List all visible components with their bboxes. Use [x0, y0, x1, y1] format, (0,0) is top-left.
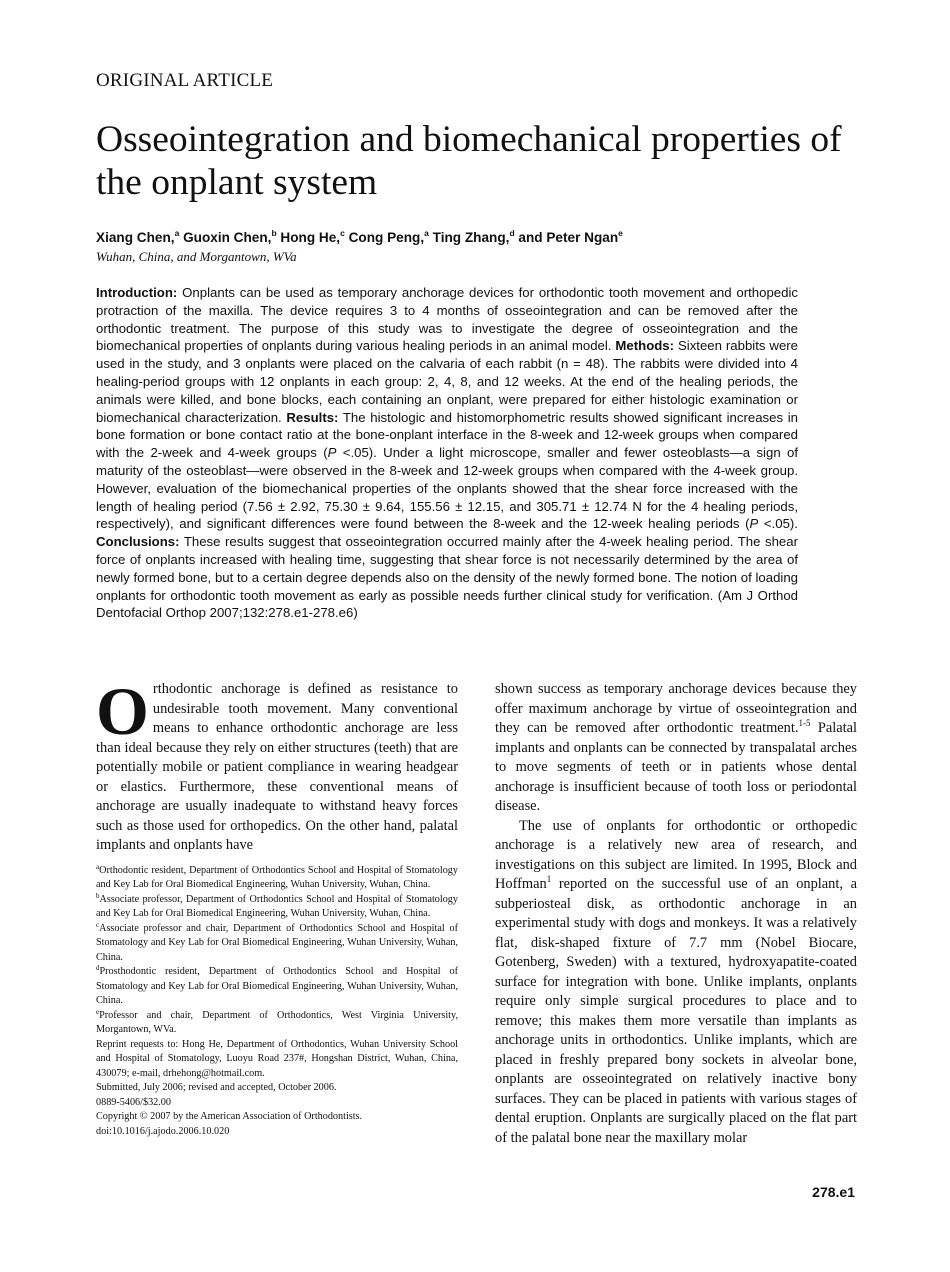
affiliation-footnote: $^d$Prosthodontic resident, Department of Orthodontics School and Hospital of Stomatology and Key Lab for Oral Biomedical Engineering, Wuhan University, Wuhan, China. — [96, 964, 458, 1006]
issn: 0889-5406/$32.00 — [96, 1096, 171, 1108]
author[interactable]: Ting Zhang,$^d$ — [432, 228, 515, 245]
abstract-introduction-label: Introduction: — [96, 285, 178, 300]
author[interactable]: and Peter Ngan$^e$ — [518, 228, 623, 245]
author-list — [96, 230, 623, 245]
affiliation-footnote: $^c$Associate professor and chair, Department of Orthodontics School and Hospital of Stomatology and Key Lab for Oral Biomedical Engineering, Wuhan University, Wuhan, China. — [96, 920, 458, 963]
author-locations: Wuhan, China, and Morgantown, WVa — [96, 249, 297, 264]
submission-dates: Submitted, July 2006; revised and accepted, October 2006. — [96, 1082, 337, 1093]
author[interactable]: Cong Peng,$^a$ — [348, 228, 429, 245]
affiliation-footnote: $^b$Associate professor, Department of Orthodontics School and Hospital of Stomatology and Key Lab for Oral Biomedical Engineering, Wuhan University, Wuhan, China. — [96, 891, 458, 919]
body-column-left — [96, 673, 458, 1139]
citation-link[interactable]: 1-5 — [798, 718, 811, 728]
body-paragraph: shown success as temporary anchorage devices because they offer maximum anchorage by virtue of osseointegration and they can be removed after orthodontic treatment.$^{1-5}$ Palatal implants and onplants can be connected by transpalatal arches to move segments of teeth or in patients whose dental anchorage is insufficient because of tooth loss or periodontal disease. — [495, 681, 857, 814]
affiliation-footnote: $^e$Professor and chair, Department of Orthodontics, West Virginia University, Morgantown, WVa. — [96, 1007, 458, 1035]
section-label: ORIGINAL ARTICLE — [96, 70, 274, 91]
abstract-conclusions: These results suggest that osseointegration occurred mainly after the 4-week healing period. The shear force of onplants increased with healing time, suggesting that shear force is not necessarily determined by the area of newly formed bone, but to a certain degree depends also on the density of the newly formed bone. The notion of loading onplants for orthodontic tooth movement as early as possible needs further clinical study for verification. (Am J Orthod Dentofacial Orthop 2007;132:278.e1-278.e6) — [96, 534, 798, 621]
abstract-results: The histologic and histomorphometric results showed significant increases in bone formation or bone contact ratio at the bone-onplant interface in the 8-week and 12-week groups when compared with the 2-week and 4-week groups ( — [96, 409, 798, 461]
affiliation-footnote: $^a$Orthodontic resident, Department of Orthodontics School and Hospital of Stomatology and Key Lab for Oral Biomedical Engineering, Wuhan University, Wuhan, China. — [96, 862, 458, 890]
abstract-methods: Sixteen rabbits were used in the study, and 3 onplants were placed on the calvaria of each rabbit (n = 48). The rabbits were divided into 4 healing-period groups with 12 onplants in each group: 2, 4, 8, and 12 weeks. At the end of the healing periods, the animals were killed, and bone blocks, each containing an onplant, were prepared for either histologic examination or biomechanical characterization. — [96, 338, 799, 425]
abstract-introduction: Onplants can be used as temporary anchorage devices for orthodontic tooth movement and orthopedic protraction of the maxilla. The device requires 3 to 4 months of osseointegration and can be removed after the orthodontic treatment. The purpose of this study was to investigate the degree of osseointegration and the biomechanical properties of onplants during various healing periods in an animal model. — [96, 285, 798, 354]
abstract-results-label: Results: — [286, 409, 339, 425]
author[interactable]: Hong He,$^c$ — [280, 228, 345, 245]
copyright: Copyright © 2007 by the American Association of Orthodontists. — [96, 1111, 363, 1122]
page-number: 278.e1 — [812, 1184, 855, 1200]
intro-paragraph: Orthodontic anchorage is defined as resistance to undesirable tooth movement. Many conventional means to enhance orthodontic anchorage are less than ideal because they rely on either structures (teeth) that are potentially mobile or patient compliance in wearing headgear or elastics. Furthermore, these conventional means of anchorage are usually inadequate to withstand heavy forces such as those used for orthopedics. On the other hand, palatal implants and onplants have — [96, 673, 458, 853]
body-paragraph: The use of onplants for orthodontic or orthopedic anchorage is a relatively new area of research, and investigations on this subject are limited. In 1995, Block and Hoffman$^1$ reported on the successful use of an onplant, a subperiosteal disk, as orthodontic anchorage in an experimental study with dogs and monkeys. It was a relatively flat, disk-shaped fixture of 7.7 mm (Nobel Biocare, Gotenberg, Sweden) with a textured, hydroxyapatite-coated surface for integration with bone. Unlike implants, onplants require only simple surgical procedures to place and to remove; this makes them more versatile than implants as anchorage units in orthodontics. Unlike implants, which are placed in freshly prepared bony sockets in alveolar bone, onplants are osseointegrated on relatively inactive bony surfaces. They can be placed in patients with various stages of dental eruption. Onplants are surgically placed on the flat part of the palatal bone near the maxillary molar — [495, 817, 857, 1146]
doi-link[interactable]: doi:10.1016/j.ajodo.2006.10.020 — [96, 1125, 230, 1137]
citation-link[interactable]: 1 — [546, 874, 552, 884]
author[interactable]: Guoxin Chen,$^b$ — [183, 228, 277, 245]
article-title: Osseointegration and biomechanical properties of the onplant system — [96, 119, 842, 203]
abstract-conclusions-label: Conclusions: — [96, 534, 180, 550]
author[interactable]: Xiang Chen,$^a$ — [96, 228, 180, 245]
abstract-methods-label: Methods: — [615, 338, 675, 354]
abstract: Introduction: Onplants can be used as temporary anchorage devices for orthodontic tooth movement and orthopedic protraction of the maxilla. The device requires 3 to 4 months of osseointegration and can be removed after the orthodontic treatment. The purpose of this study was to investigate the degree of osseointegration and the biomechanical properties of onplants during various healing periods in an animal model. Methods: Sixteen rabbits were used in the study, and 3 onplants were placed on the calvaria of each rabbit (n = 48). The rabbits were divided into 4 healing-period groups with 12 onplants in each group: 2, 4, 8, and 12 weeks. At the end of the healing periods, the animals were killed, and bone blocks, each containing an onplant, were prepared for either histologic examination or biomechanical characterization. Results: The histologic and histomorphometric results showed significant increases in bone formation or bone contact ratio at the bone-onplant interface in the 8-week and 12-week groups when compared with the 2-week and 4-week groups (P <.05). Under a light microscope, smaller and fewer osteoblasts—a sign of maturity of the osteoblast—were observed in the 8-week and 12-week groups when compared with the 4-week group. However, evaluation of the biomechanical properties of the onplants showed that the shear force increased with the length of healing period (7.56 ± 2.92, 75.30 ± 9.64, 155.56 ± 12.15, and 305.71 ± 12.74 N for the 4 healing periods, respectively), and significant differences were found between the 8-week and the 12-week healing periods (P <.05). Conclusions: These results suggest that osseointegration occurred mainly after the 4-week healing period. The shear force of onplants increased with healing time, suggesting that shear force is not necessarily determined by the area of newly formed bone, but to a certain degree depends also on the density of the newly formed bone. The notion of loading onplants for orthodontic tooth movement as early as possible needs further clinical study for verification. (Am J Orthod Dentofacial Orthop 2007;132:278.e1-278.e6) — [96, 285, 799, 621]
drop-cap: O — [96, 673, 149, 749]
body-column-right — [495, 680, 857, 1148]
footnotes — [96, 864, 458, 1140]
reprint-requests: Reprint requests to: Hong He, Department of Orthodontics, Wuhan University School and Hospital of Stomatology, Luoyu Road 237#, Hongshan District, Wuhan, China, 430079; e-mail, drhehong@hotmail.com. — [96, 1038, 458, 1079]
